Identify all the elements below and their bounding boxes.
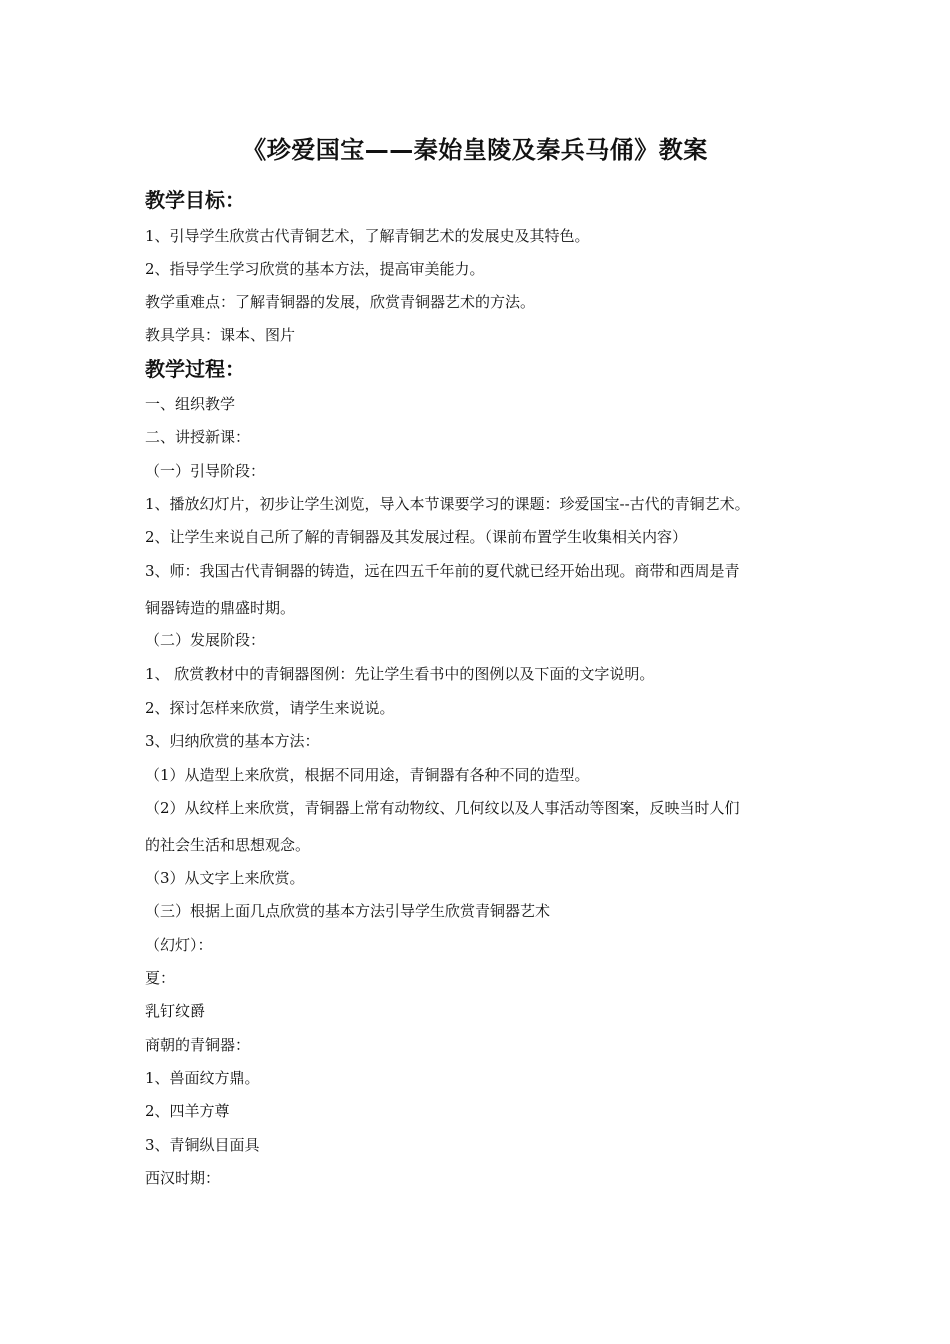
method-item-1: （1）从造型上来欣赏，根据不同用途，青铜器有各种不同的造型。 [145,766,590,784]
xia-item: 乳钉纹爵 [145,1002,206,1020]
stage-2-item-3: 3、归纳欣赏的基本方法： [145,732,320,750]
shang-item-2: 2、四羊方尊 [145,1102,230,1120]
shang-item-1: 1、兽面纹方鼎。 [145,1069,260,1087]
objective-item-2: 2、指导学生学习欣赏的基本方法，提高审美能力。 [145,260,485,278]
stage-1-item-1: 1、播放幻灯片，初步让学生浏览，导入本节课要学习的课题：珍爱国宝--古代的青铜艺术。 [145,495,750,513]
slides-label: （幻灯）： [145,936,213,954]
stage-heading-1: （一）引导阶段： [145,462,266,480]
process-step-2: 二、讲授新课： [145,428,251,446]
period-western-han: 西汉时期： [145,1169,221,1187]
stage-heading-2: （二）发展阶段： [145,631,266,649]
method-item-2-line-1: （2）从纹样上来欣赏，青铜器上常有动物纹、几何纹以及人事活动等图案，反映当时人们 [145,799,740,817]
section-heading-process: 教学过程： [145,357,245,381]
process-step-1: 一、组织教学 [145,395,236,413]
materials-text: 教具学具：课本、图片 [145,326,296,344]
stage-2-item-2: 2、探讨怎样来欣赏，请学生来说说。 [145,699,395,717]
method-item-2-line-2: 的社会生活和思想观念。 [145,836,311,854]
stage-1-item-2: 2、让学生来说自己所了解的青铜器及其发展过程。（课前布置学生收集相关内容） [145,528,688,546]
key-points-text: 教学重难点：了解青铜器的发展，欣赏青铜器艺术的方法。 [145,293,536,311]
stage-1-item-3-line-2: 铜器铸造的鼎盛时期。 [145,599,296,617]
stage-2-item-1: 1、 欣赏教材中的青铜器图例：先让学生看书中的图例以及下面的文字说明。 [145,665,655,683]
shang-item-3: 3、青铜纵目面具 [145,1136,260,1154]
stage-heading-3: （三）根据上面几点欣赏的基本方法引导学生欣赏青铜器艺术 [145,902,551,920]
period-xia: 夏： [145,969,176,987]
objective-item-1: 1、引导学生欣赏古代青铜艺术，了解青铜艺术的发展史及其特色。 [145,227,590,245]
method-item-3: （3）从文字上来欣赏。 [145,869,305,887]
stage-1-item-3-line-1: 3、师：我国古代青铜器的铸造，远在四五千年前的夏代就已经开始出现。商带和西周是青 [145,562,740,580]
section-heading-objectives: 教学目标： [145,188,245,212]
period-shang: 商朝的青铜器： [145,1036,251,1054]
document-title: 《珍爱国宝——秦始皇陵及秦兵马俑》教案 [242,136,708,164]
